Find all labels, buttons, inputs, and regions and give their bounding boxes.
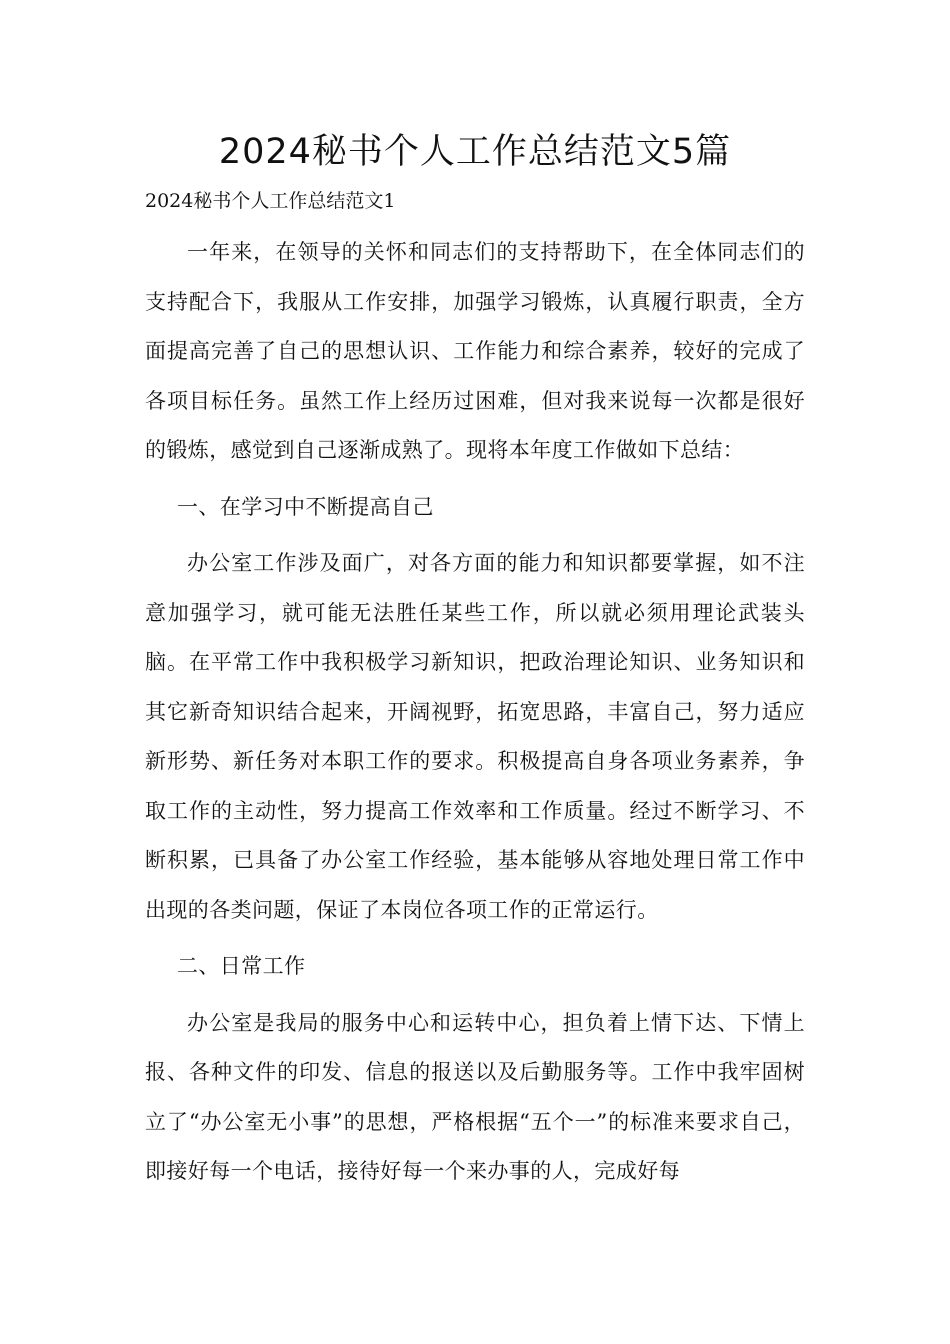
paragraph-gap: [145, 532, 805, 539]
section-paragraph-daily-work: 办公室是我局的服务中心和运转中心，担负着上情下达、下情上报、各种文件的印发、信息的报送以及后勤服务等。工作中我牢固树立了“办公室无小事”的思想，严格根据“五个一”的标准来要求自己，即接好每一个电话，接待好每一个来办事的人，完成好每: [145, 1010, 805, 1183]
intro-paragraph: 一年来，在领导的关怀和同志们的支持帮助下，在全体同志们的支持配合下，我服从工作安排，加强学习锻炼，认真履行职责，全方面提高完善了自己的思想认识、工作能力和综合素养，较好的完成了各项目标任务。虽然工作上经历过困难，但对我来说每一次都是很好的锻炼，感觉到自己逐渐成熟了。现将本年度工作做如下总结：: [145, 240, 805, 462]
document-title: 2024秘书个人工作总结范文5篇: [218, 132, 732, 172]
document-body: [145, 228, 805, 1197]
paragraph-gap: [145, 992, 805, 999]
section-paragraph-study: 办公室工作涉及面广，对各方面的能力和知识都要掌握，如不注意加强学习，就可能无法胜任某些工作，所以就必须用理论武装头脑。在平常工作中我积极学习新知识，把政治理论知识、业务知识和其它新奇知识结合起来，开阔视野，拓宽思路，丰富自己，努力适应新形势、新任务对本职工作的要求。积极提高自身各项业务素养，争取工作的主动性，努力提高工作效率和工作质量。经过不断学习、不断积累，已具备了办公室工作经验，基本能够从容地处理日常工作中出现的各类问题，保证了本岗位各项工作的正常运行。: [145, 551, 805, 922]
paragraph-gap: [145, 476, 805, 483]
section-heading-daily-work: 二、日常工作: [177, 954, 306, 978]
paragraph-gap: [145, 935, 805, 942]
document-subtitle: 2024秘书个人工作总结范文1: [145, 190, 396, 212]
section-heading-study: 一、在学习中不断提高自己: [177, 494, 434, 519]
